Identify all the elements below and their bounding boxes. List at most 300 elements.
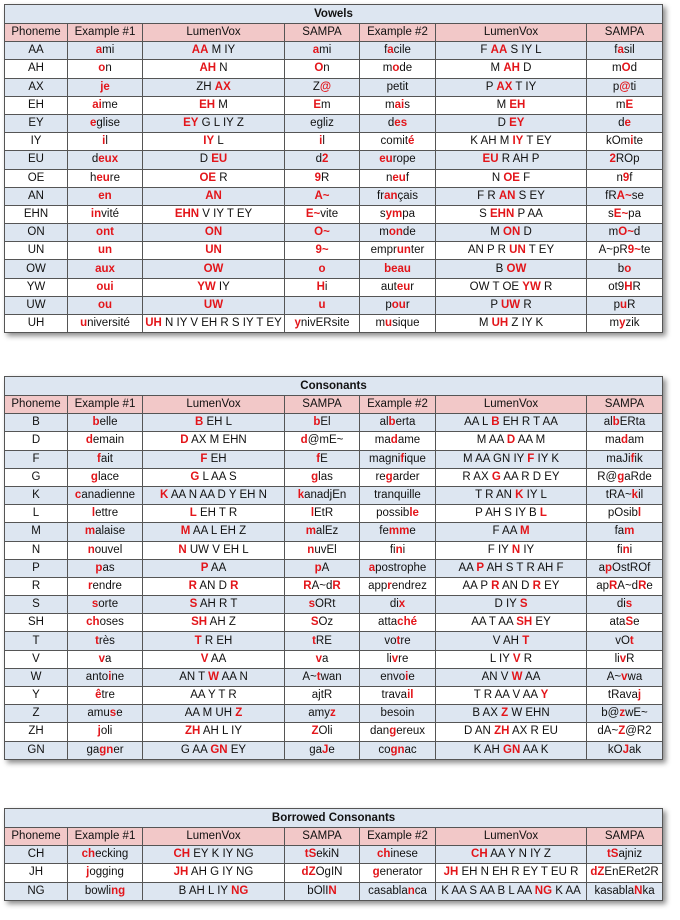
- phoneme-cell: T: [5, 632, 68, 650]
- example2-cell: livre: [360, 650, 436, 668]
- highlight-text: A~: [616, 189, 632, 202]
- highlight-text: i: [108, 670, 112, 683]
- col-header: Phoneme: [5, 396, 68, 414]
- highlight-text: Z: [235, 707, 243, 720]
- highlight-text: ché: [397, 616, 417, 629]
- example1-cell: il: [68, 133, 143, 151]
- example1-cell: très: [68, 632, 143, 650]
- phoneme-cell: AX: [5, 78, 68, 96]
- sampa2-cell: 2ROp: [587, 151, 663, 169]
- highlight-text: JH: [173, 866, 189, 879]
- example1-cell: malaise: [68, 523, 143, 541]
- col-header: Example #2: [360, 828, 436, 846]
- phoneme-cell: P: [5, 559, 68, 577]
- example2-cell: chinese: [360, 846, 436, 864]
- lumenvox2-cell: AA T AA SH EY: [436, 614, 587, 632]
- highlight-text: o: [392, 62, 400, 75]
- example2-cell: regarder: [360, 468, 436, 486]
- sampa2-cell: albERta: [587, 414, 663, 432]
- highlight-text: v: [619, 652, 627, 665]
- highlight-text: e: [624, 117, 631, 130]
- highlight-text: S: [625, 616, 634, 629]
- table-row: [5, 278, 663, 296]
- highlight-text: B: [194, 416, 204, 429]
- highlight-text: i: [405, 670, 409, 683]
- sampa2-cell: puR: [587, 296, 663, 314]
- lumenvox1-cell: K AA N AA D Y EH N: [143, 486, 285, 504]
- highlight-text: s: [91, 598, 99, 611]
- highlight-text: ZH: [184, 725, 201, 738]
- sampa1-cell: egliz: [285, 114, 360, 132]
- highlight-text: é: [408, 135, 415, 148]
- table-row: [5, 151, 663, 169]
- highlight-text: ng: [111, 884, 126, 897]
- lumenvox2-cell: F R AN S EY: [436, 187, 587, 205]
- sampa2-cell: fRA~se: [587, 187, 663, 205]
- highlight-text: J: [321, 743, 329, 756]
- highlight-text: CH: [471, 848, 488, 861]
- example2-cell: mode: [360, 60, 436, 78]
- phoneme-cell: AN: [5, 187, 68, 205]
- lumenvox1-cell: CH EY K IY NG: [143, 846, 285, 864]
- lumenvox2-cell: M AH D: [436, 60, 587, 78]
- highlight-text: R: [532, 579, 541, 592]
- sampa2-cell: ataSe: [587, 614, 663, 632]
- phoneme-cell: ON: [5, 224, 68, 242]
- col-header: Phoneme: [5, 828, 68, 846]
- lumenvox2-cell: F AA M: [436, 523, 587, 541]
- phoneme-cell: OE: [5, 169, 68, 187]
- sampa1-cell: ZOli: [285, 723, 360, 741]
- sampa1-cell: [285, 224, 360, 242]
- highlight-text: g: [385, 470, 393, 483]
- sampa2-cell: A~vwa: [587, 668, 663, 686]
- example1-cell: glace: [68, 468, 143, 486]
- example2-cell: generator: [360, 864, 436, 882]
- highlight-text: ch: [81, 848, 96, 861]
- highlight-text: d: [620, 434, 629, 447]
- highlight-text: AN: [205, 189, 222, 202]
- example1-cell: pas: [68, 559, 143, 577]
- sampa1-cell: tSekiN: [285, 846, 360, 864]
- highlight-text: j: [97, 725, 101, 738]
- highlight-text: EHN: [490, 207, 515, 220]
- highlight-text: O~: [618, 226, 634, 239]
- lumenvox1-cell: G L AA S: [143, 468, 285, 486]
- example2-cell: madame: [360, 432, 436, 450]
- phoneme-cell: K: [5, 486, 68, 504]
- lumenvox1-cell: L EH T R: [143, 505, 285, 523]
- highlight-text: E: [313, 98, 322, 111]
- highlight-text: S: [519, 598, 528, 611]
- highlight-text: o: [98, 62, 106, 75]
- highlight-text: y: [294, 317, 301, 330]
- highlight-text: W: [511, 670, 523, 683]
- highlight-text: 9~: [315, 244, 329, 257]
- highlight-text: r: [387, 579, 392, 592]
- highlight-text: 9~: [627, 244, 641, 257]
- highlight-text: IY: [512, 135, 524, 148]
- highlight-text: P: [476, 561, 485, 574]
- highlight-text: dZ: [301, 866, 316, 879]
- highlight-text: @: [619, 80, 631, 93]
- highlight-text: N: [178, 543, 187, 556]
- col-header: Example #1: [68, 24, 143, 42]
- highlight-text: V: [200, 652, 209, 665]
- table-row: [5, 224, 663, 242]
- example1-cell: bowling: [68, 882, 143, 900]
- example2-cell: auteur: [360, 278, 436, 296]
- example1-cell: heure: [68, 169, 143, 187]
- sampa1-cell: nuvEl: [285, 541, 360, 559]
- highlight-text: f: [400, 452, 405, 465]
- highlight-text: UN: [509, 244, 526, 257]
- lumenvox2-cell: CH AA Y N IY Z: [436, 846, 587, 864]
- example2-cell: votre: [360, 632, 436, 650]
- table-row: [5, 450, 663, 468]
- table-row: [5, 650, 663, 668]
- highlight-text: A~: [314, 189, 330, 202]
- highlight-text: f: [97, 452, 101, 465]
- example2-cell: comité: [360, 133, 436, 151]
- example2-cell: femme: [360, 523, 436, 541]
- highlight-text: gn: [99, 743, 114, 756]
- phoneme-cell: D: [5, 432, 68, 450]
- highlight-text: F: [200, 452, 208, 465]
- sampa1-cell: SOz: [285, 614, 360, 632]
- sampa2-cell: b@zwE~: [587, 705, 663, 723]
- highlight-text: eux: [98, 153, 119, 166]
- highlight-text: EY: [509, 117, 525, 130]
- example2-cell: travail: [360, 687, 436, 705]
- sampa1-cell: amyz: [285, 705, 360, 723]
- col-header: LumenVox: [143, 396, 285, 414]
- lumenvox1-cell: IY L: [143, 133, 285, 151]
- col-header: Example #2: [360, 24, 436, 42]
- highlight-text: x: [398, 598, 406, 611]
- highlight-text: a: [368, 561, 376, 574]
- sampa2-cell: apRA~dRe: [587, 577, 663, 595]
- highlight-text: t: [396, 634, 401, 647]
- highlight-text: N: [634, 884, 643, 897]
- table-row: [5, 60, 663, 78]
- highlight-text: g: [617, 470, 625, 483]
- highlight-text: S: [189, 598, 198, 611]
- highlight-text: 2: [609, 153, 616, 166]
- example2-cell: apprendrez: [360, 577, 436, 595]
- highlight-text: AX: [496, 80, 513, 93]
- highlight-text: R: [638, 579, 647, 592]
- phoneme-cell: GN: [5, 741, 68, 759]
- phoneme-cell: UH: [5, 315, 68, 333]
- lumenvox2-cell: AA P AH S T R AH F: [436, 559, 587, 577]
- highlight-text: AH: [199, 62, 217, 75]
- example2-cell: emprunter: [360, 242, 436, 260]
- lumenvox1-cell: EHN V IY T EY: [143, 205, 285, 223]
- phoneme-cell: EU: [5, 151, 68, 169]
- highlight-text: m: [84, 525, 96, 538]
- highlight-text: ou: [97, 298, 113, 311]
- sampa1-cell: [285, 260, 360, 278]
- example1-cell: ami: [68, 42, 143, 60]
- highlight-text: AH: [503, 62, 520, 75]
- table-row: [5, 687, 663, 705]
- lumenvox2-cell: F IY N IY: [436, 541, 587, 559]
- lumenvox2-cell: D EY: [436, 114, 587, 132]
- highlight-text: EH: [509, 98, 526, 111]
- sampa2-cell: tSajniz: [587, 846, 663, 864]
- phoneme-cell: UW: [5, 296, 68, 314]
- sampa2-cell: ot9HR: [587, 278, 663, 296]
- highlight-text: u: [318, 298, 326, 311]
- highlight-text: UN: [205, 244, 222, 257]
- col-header: LumenVox: [436, 396, 587, 414]
- highlight-text: s: [308, 598, 315, 611]
- highlight-text: c: [74, 489, 82, 502]
- lumenvox2-cell: M EH: [436, 96, 587, 114]
- highlight-text: es: [394, 117, 408, 130]
- highlight-text: ON: [204, 226, 223, 239]
- highlight-text: eu: [96, 171, 110, 184]
- highlight-text: E~: [613, 207, 629, 220]
- highlight-text: P: [200, 561, 209, 574]
- highlight-text: a: [95, 44, 103, 57]
- highlight-text: an: [384, 189, 398, 202]
- highlight-text: IY: [203, 135, 215, 148]
- sampa2-cell: dZEnERet2R: [587, 864, 663, 882]
- example2-cell: alberta: [360, 414, 436, 432]
- sampa1-cell: tRE: [285, 632, 360, 650]
- sampa1-cell: bEl: [285, 414, 360, 432]
- highlight-text: R: [332, 579, 341, 592]
- example1-cell: invité: [68, 205, 143, 223]
- phoneme-cell: EH: [5, 96, 68, 114]
- example1-cell: [68, 242, 143, 260]
- table-row: [5, 596, 663, 614]
- lumenvox2-cell: B OW: [436, 260, 587, 278]
- table-row: [5, 260, 663, 278]
- lumenvox1-cell: SH AH Z: [143, 614, 285, 632]
- highlight-text: j: [637, 689, 642, 702]
- highlight-text: r: [88, 579, 93, 592]
- phoneme-cell: F: [5, 450, 68, 468]
- highlight-text: O: [314, 62, 324, 75]
- highlight-text: V: [512, 652, 521, 665]
- phoneme-cell: L: [5, 505, 68, 523]
- example2-cell: dix: [360, 596, 436, 614]
- lumenvox2-cell: R AX G AA R D EY: [436, 468, 587, 486]
- highlight-text: ont: [96, 226, 114, 239]
- table-row: [5, 133, 663, 151]
- highlight-text: o: [318, 262, 326, 275]
- highlight-text: oui: [96, 280, 114, 293]
- phoneme-cell: W: [5, 668, 68, 686]
- lumenvox1-cell: B EH L: [143, 414, 285, 432]
- highlight-text: tS: [606, 848, 619, 861]
- sampa1-cell: fE: [285, 450, 360, 468]
- phoneme-cell: Z: [5, 705, 68, 723]
- highlight-text: on: [388, 226, 403, 239]
- example2-cell: apostrophe: [360, 559, 436, 577]
- example2-cell: attaché: [360, 614, 436, 632]
- highlight-text: je: [100, 80, 110, 93]
- phoneme-cell: ZH: [5, 723, 68, 741]
- highlight-text: D: [506, 434, 516, 447]
- table-row: [5, 42, 663, 60]
- highlight-text: i: [102, 135, 106, 148]
- example2-cell: sympa: [360, 205, 436, 223]
- phoneme-cell: NG: [5, 882, 68, 900]
- lumenvox1-cell: V AA: [143, 650, 285, 668]
- highlight-text: s: [109, 707, 117, 720]
- sampa1-cell: [285, 296, 360, 314]
- sampa2-cell: fam: [587, 523, 663, 541]
- highlight-text: W: [208, 670, 220, 683]
- sampa2-cell: bo: [587, 260, 663, 278]
- highlight-text: UW: [501, 298, 521, 311]
- highlight-text: p: [605, 561, 613, 574]
- sampa2-cell: maJifik: [587, 450, 663, 468]
- sampa1-cell: sORt: [285, 596, 360, 614]
- highlight-text: E~: [305, 207, 321, 220]
- sampa2-cell: mOd: [587, 60, 663, 78]
- example2-cell: facile: [360, 42, 436, 60]
- lumenvox2-cell: S EHN P AA: [436, 205, 587, 223]
- example2-cell: français: [360, 187, 436, 205]
- example1-cell: fait: [68, 450, 143, 468]
- example1-cell: jogging: [68, 864, 143, 882]
- sampa1-cell: Em: [285, 96, 360, 114]
- lumenvox2-cell: P AX T IY: [436, 78, 587, 96]
- sampa1-cell: bOlIN: [285, 882, 360, 900]
- highlight-text: G: [190, 470, 200, 483]
- table-row: [5, 882, 663, 900]
- lumenvox2-cell: AA L B EH R T AA: [436, 414, 587, 432]
- highlight-text: i: [319, 135, 323, 148]
- col-header: Example #2: [360, 396, 436, 414]
- highlight-text: en: [98, 189, 112, 202]
- sampa1-cell: ami: [285, 42, 360, 60]
- table-row: [5, 846, 663, 864]
- highlight-text: ch: [86, 616, 100, 629]
- example1-cell: être: [68, 687, 143, 705]
- sampa2-cell: myzik: [587, 315, 663, 333]
- phoneme-cell: S: [5, 596, 68, 614]
- table-title: Borrowed Consonants: [5, 809, 663, 828]
- lumenvox2-cell: P AH S IY B L: [436, 505, 587, 523]
- lumenvox1-cell: P AA: [143, 559, 285, 577]
- table-title: Consonants: [5, 377, 663, 396]
- highlight-text: n: [395, 543, 403, 556]
- phoneme-cell: IY: [5, 133, 68, 151]
- col-header: Phoneme: [5, 24, 68, 42]
- highlight-text: v: [621, 670, 628, 683]
- highlight-text: SH: [516, 616, 533, 629]
- col-header: LumenVox: [143, 828, 285, 846]
- example1-cell: aime: [68, 96, 143, 114]
- sampa2-cell: madam: [587, 432, 663, 450]
- example1-cell: [68, 296, 143, 314]
- phoneme-cell: M: [5, 523, 68, 541]
- highlight-text: g: [372, 866, 380, 879]
- phoneme-cell: AH: [5, 60, 68, 78]
- highlight-text: dZ: [590, 866, 605, 879]
- table-row: [5, 169, 663, 187]
- highlight-text: beau: [384, 262, 411, 275]
- sampa2-cell: livR: [587, 650, 663, 668]
- highlight-text: JH: [443, 866, 459, 879]
- phoneme-cell: SH: [5, 614, 68, 632]
- sampa2-cell: tRA~kil: [587, 486, 663, 504]
- example2-cell: tranquille: [360, 486, 436, 504]
- highlight-text: il: [407, 689, 414, 702]
- phoneme-cell: Y: [5, 687, 68, 705]
- highlight-text: y: [619, 317, 626, 330]
- highlight-text: L: [189, 507, 197, 520]
- highlight-text: 9: [314, 171, 322, 184]
- highlight-text: v: [98, 652, 105, 665]
- highlight-text: R: [303, 579, 312, 592]
- highlight-text: z: [619, 707, 626, 720]
- table-row: [5, 296, 663, 314]
- table-row: [5, 632, 663, 650]
- highlight-text: b: [612, 416, 620, 429]
- lumenvox1-cell: [143, 187, 285, 205]
- highlight-text: N: [511, 543, 521, 556]
- example1-cell: choses: [68, 614, 143, 632]
- highlight-text: d: [390, 434, 398, 447]
- highlight-text: aux: [95, 262, 115, 275]
- sampa1-cell: A~twan: [285, 668, 360, 686]
- example1-cell: gagner: [68, 741, 143, 759]
- highlight-text: a: [387, 44, 394, 57]
- highlight-text: ai: [92, 98, 102, 111]
- highlight-text: a: [312, 44, 320, 57]
- table-row: [5, 414, 663, 432]
- lumenvox2-cell: AA P R AN D R EY: [436, 577, 587, 595]
- highlight-text: Y: [540, 689, 549, 702]
- table-row: [5, 614, 663, 632]
- col-header: SAMPA: [587, 828, 663, 846]
- highlight-text: gn: [390, 743, 405, 756]
- example1-cell: on: [68, 60, 143, 78]
- highlight-text: eu: [379, 153, 393, 166]
- highlight-text: M: [180, 525, 191, 538]
- lumenvox2-cell: AN V W AA: [436, 668, 587, 686]
- col-header: SAMPA: [285, 828, 360, 846]
- sampa2-cell: tRavaj: [587, 687, 663, 705]
- highlight-text: GN: [503, 743, 521, 756]
- highlight-text: UH: [145, 317, 162, 330]
- col-header: SAMPA: [587, 396, 663, 414]
- sampa1-cell: 9R: [285, 169, 360, 187]
- table-row: [5, 486, 663, 504]
- highlight-text: O~: [314, 226, 330, 239]
- table-row: [5, 114, 663, 132]
- table-row: [5, 541, 663, 559]
- highlight-text: tS: [304, 848, 317, 861]
- highlight-text: eu: [392, 171, 406, 184]
- highlight-text: e: [89, 117, 97, 130]
- highlight-text: m: [624, 525, 635, 538]
- sampa2-cell: p@ti: [587, 78, 663, 96]
- sampa1-cell: glas: [285, 468, 360, 486]
- highlight-text: n: [87, 543, 95, 556]
- highlight-text: d: [300, 434, 308, 447]
- highlight-text: ch: [377, 848, 391, 861]
- sampa2-cell: mE: [587, 96, 663, 114]
- highlight-text: p: [95, 561, 103, 574]
